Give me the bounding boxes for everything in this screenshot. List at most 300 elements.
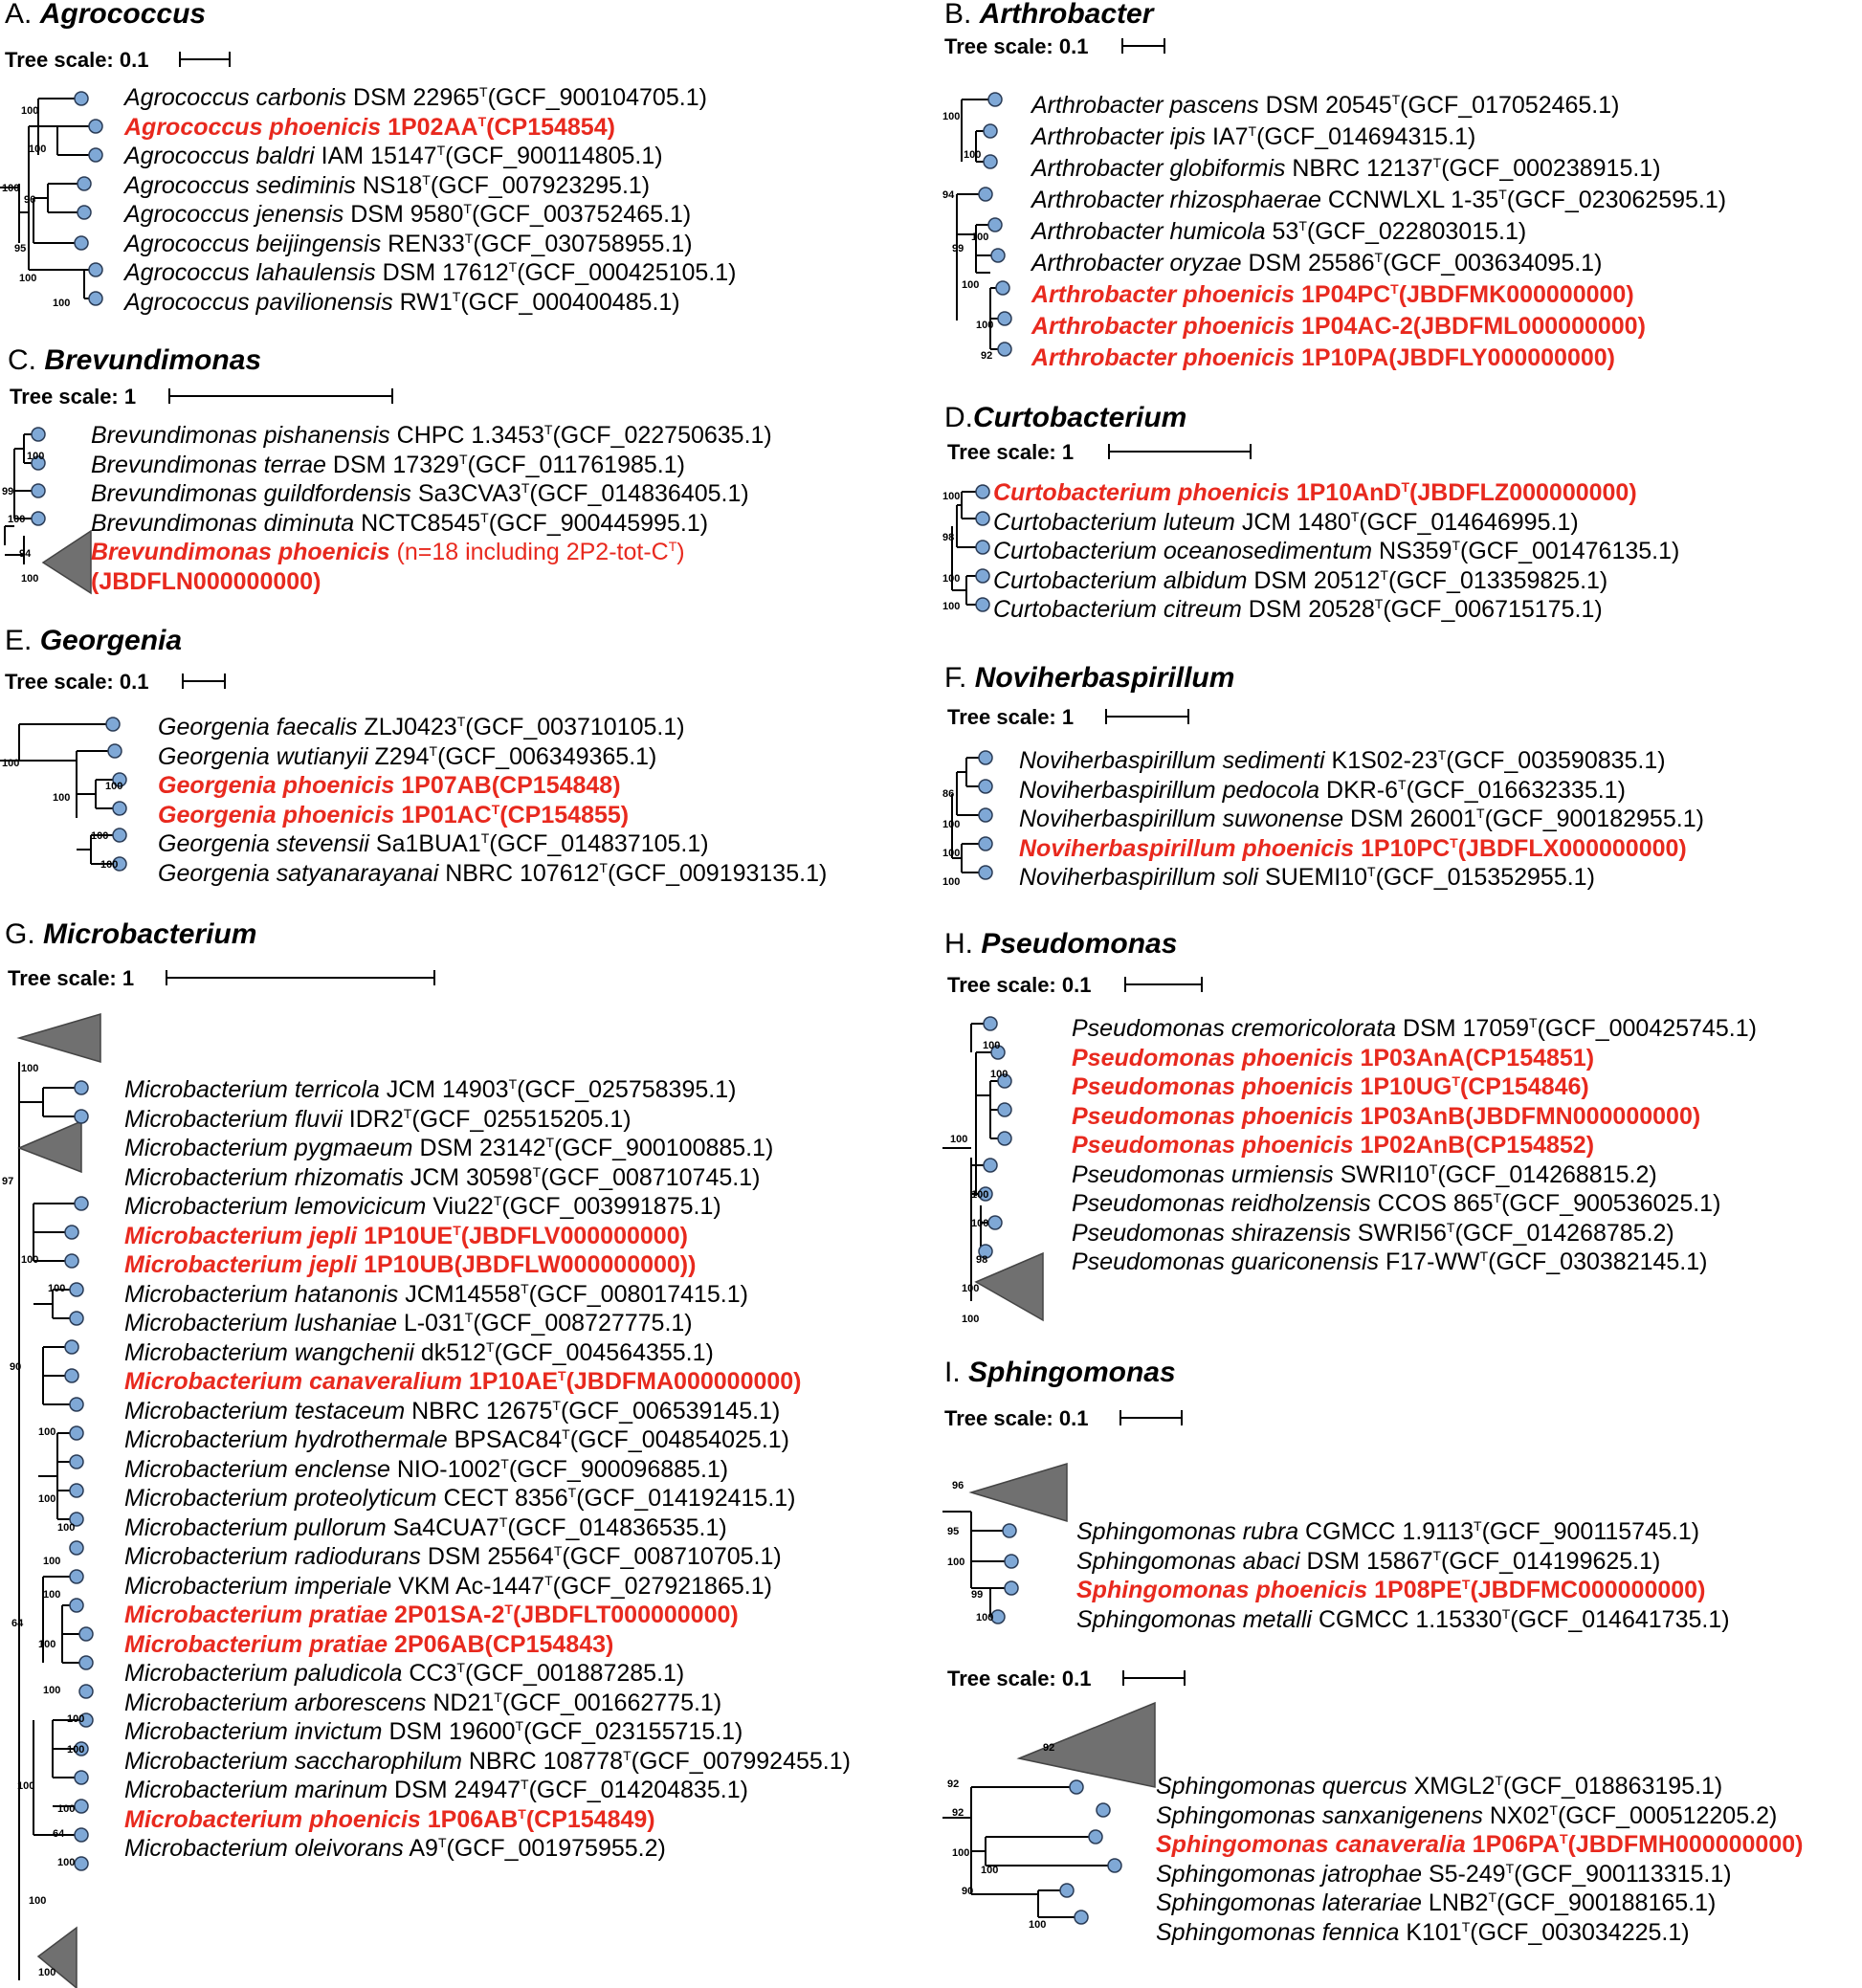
strain: ZLJ0423	[364, 714, 457, 740]
tip-node	[979, 188, 992, 201]
accession: (GCF_008710745.1)	[541, 1163, 761, 1191]
type-strain-mark: T	[436, 143, 446, 158]
type-strain-mark: T	[1446, 1219, 1455, 1235]
type-strain-mark: T	[1452, 1073, 1460, 1089]
strain: 1P02AnB	[1360, 1132, 1466, 1159]
taxon-label	[124, 1776, 851, 1805]
type-strain-mark: T	[1498, 187, 1507, 202]
bootstrap-value: 100	[952, 1847, 970, 1859]
species-name: Arthrobacter ipis	[1031, 123, 1207, 150]
tip-node	[79, 1656, 93, 1669]
type-strain-mark: T	[1374, 596, 1384, 611]
tip-node	[89, 120, 102, 133]
strain: 1P07AB	[401, 772, 492, 799]
tip-node	[70, 1570, 83, 1583]
tree-scale: Tree scale: 0.1	[5, 670, 148, 695]
taxon-label	[124, 1105, 851, 1135]
strain: DSM 20545	[1265, 92, 1392, 119]
bootstrap-value: 94	[942, 189, 955, 201]
accession: (GCF_011761985.1)	[467, 451, 685, 478]
accession: (GCF_003710105.1)	[465, 714, 685, 740]
strain: DSM 25564	[427, 1543, 554, 1570]
taxon-list	[1019, 746, 1704, 893]
panel-title: C. Brevundimonas	[8, 344, 262, 376]
bootstrap-value: 100	[990, 1069, 1009, 1080]
taxon-label	[91, 538, 772, 567]
tip-node	[1108, 1859, 1121, 1872]
strain: IDR2	[348, 1105, 404, 1133]
taxon-label	[1072, 1248, 1757, 1277]
taxon-label	[124, 230, 737, 259]
species-name: Curtobacterium citreum	[993, 596, 1242, 623]
bootstrap-value: 86	[942, 788, 955, 800]
bootstrap-value: 100	[43, 1589, 61, 1601]
species-name: Georgenia phoenicis	[158, 772, 395, 799]
strain: K101	[1406, 1918, 1462, 1946]
strain: 2P06AB	[394, 1630, 485, 1658]
collapsed-clade-triangle	[19, 1121, 81, 1172]
bootstrap-value: 100	[21, 105, 39, 117]
tip-node	[75, 1857, 88, 1870]
type-strain-mark: T	[500, 1455, 509, 1471]
panel-title: A. Agrococcus	[5, 0, 207, 30]
tip-node	[998, 312, 1011, 325]
accession: (GCF_022803015.1)	[1306, 218, 1527, 245]
species-name: Brevundimonas phoenicis	[91, 539, 390, 565]
bootstrap-value: 100	[67, 1713, 85, 1725]
taxon-label	[124, 1484, 851, 1513]
accession: (GCF_001662775.1)	[501, 1689, 722, 1716]
strain: XMGL2	[1413, 1773, 1496, 1800]
bootstrap-value: 100	[57, 1803, 76, 1815]
bootstrap-value: 100	[21, 1063, 39, 1074]
species-name: Georgenia stevensii	[158, 830, 369, 857]
tip-node	[998, 1103, 1011, 1116]
taxon-label	[158, 713, 827, 742]
tip-node	[979, 808, 992, 822]
type-strain-mark: T	[1450, 834, 1458, 850]
type-strain-mark: T	[1559, 1831, 1568, 1846]
strain: SWRI10	[1340, 1160, 1430, 1188]
species-name: Agrococcus phoenicis	[124, 113, 382, 141]
species-name: Microbacterium marinum	[124, 1777, 388, 1803]
collapsed-clade-triangle	[19, 1014, 100, 1062]
scale-bar	[182, 680, 226, 682]
type-strain-mark: T	[544, 1572, 553, 1588]
bootstrap-value: 100	[21, 1254, 39, 1266]
taxon-label	[1031, 342, 1726, 374]
bootstrap-value: 100	[8, 514, 26, 525]
accession: (GCF_006715175.1)	[1383, 596, 1603, 623]
species-name: Arthrobacter oryzae	[1031, 250, 1242, 276]
bootstrap-value: 97	[2, 1176, 14, 1187]
accession: (GCF_003991875.1)	[501, 1193, 721, 1220]
species-name: Georgenia satyanarayanai	[158, 859, 439, 887]
taxon-label	[124, 83, 737, 113]
tree-scale: Tree scale: 0.1	[947, 1667, 1091, 1691]
accession: (JBDFMH000000000)	[1567, 1831, 1804, 1858]
species-name: Agrococcus sediminis	[124, 171, 356, 199]
taxon-label	[1076, 1547, 1730, 1577]
bootstrap-value: 100	[962, 1283, 980, 1294]
species-name: Microbacterium pullorum	[124, 1513, 387, 1541]
taxon-label	[124, 171, 737, 201]
type-strain-mark: T	[1398, 776, 1407, 792]
bootstrap-value: 64	[11, 1618, 24, 1629]
bootstrap-value: 100	[971, 1218, 989, 1229]
strain: DSM 20528	[1248, 596, 1375, 623]
accession: (GCF_001476135.1)	[1460, 538, 1680, 564]
type-strain-mark: T	[437, 1835, 447, 1850]
type-strain-mark: T	[504, 1601, 513, 1617]
strain: 1P10AnD	[1296, 479, 1402, 506]
accession: (GCF_900182955.1)	[1484, 806, 1704, 832]
bootstrap-value: 96	[952, 1480, 964, 1491]
taxon-label	[1156, 1830, 1803, 1860]
type-strain-mark: T	[521, 480, 530, 496]
accession: (GCF_023155715.1)	[523, 1718, 743, 1745]
type-strain-mark: T	[1452, 538, 1461, 553]
bootstrap-value: 100	[976, 1612, 994, 1624]
type-strain-mark: T	[456, 1660, 465, 1675]
species-name: Microbacterium paludicola	[124, 1660, 403, 1687]
accession: (GCF_030382145.1)	[1488, 1248, 1708, 1275]
accession: (GCF_014192415.1)	[576, 1485, 796, 1512]
strain: DSM 22965	[353, 84, 480, 111]
strain: 1P10UB	[364, 1251, 454, 1278]
tip-node	[1005, 1581, 1018, 1595]
strain: CECT 8356	[443, 1485, 568, 1512]
scale-bar	[179, 58, 231, 60]
taxon-label	[158, 771, 827, 801]
strain-end: )	[676, 539, 685, 565]
panel-title: G. Microbacterium	[5, 918, 257, 950]
strain: REN33	[388, 230, 465, 257]
strain: 1P01AC	[401, 801, 492, 828]
accession: (GCF_001975955.2)	[446, 1835, 666, 1862]
type-strain-mark: T	[1461, 1577, 1471, 1592]
collapsed-clade-triangle	[1019, 1703, 1155, 1787]
taxon-label	[91, 451, 772, 480]
type-strain-mark: T	[403, 1105, 412, 1121]
strain: NBRC 108778	[468, 1747, 624, 1775]
taxon-label	[1072, 1131, 1757, 1160]
species-name: Microbacterium jepli	[124, 1251, 358, 1278]
bootstrap-value: 100	[971, 232, 989, 243]
accession: (CP154848)	[491, 772, 621, 799]
bootstrap-value: 100	[53, 298, 71, 309]
accession: (GCF_900113315.1)	[1514, 1860, 1732, 1888]
tip-node	[75, 1110, 88, 1123]
taxon-label	[124, 200, 737, 230]
type-strain-mark: T	[1529, 1015, 1538, 1030]
type-strain-mark: T	[480, 830, 490, 846]
accession: (JBDFMK000000000)	[1398, 281, 1634, 308]
tip-node	[75, 236, 88, 250]
strain: DSM 17059	[1403, 1015, 1530, 1042]
type-strain-mark: T	[562, 1426, 570, 1442]
phylogenetic-tree	[942, 91, 1031, 368]
taxon-label	[124, 113, 737, 143]
accession: (GCF_013359825.1)	[1387, 566, 1608, 594]
tip-node	[70, 1312, 83, 1325]
accession: (GCF_014268815.2)	[1437, 1160, 1657, 1188]
type-strain-mark: T	[521, 1777, 529, 1792]
accession: (GCF_014837105.1)	[489, 830, 709, 857]
accession: (GCF_027921865.1)	[552, 1572, 772, 1600]
tree-scale: Tree scale: 0.1	[947, 973, 1091, 998]
species-name: Agrococcus baldri	[124, 143, 315, 169]
tip-node	[89, 148, 102, 162]
taxon-label	[124, 1455, 851, 1485]
bootstrap-value: 92	[947, 1778, 960, 1790]
strain: 1P10PC	[1361, 834, 1451, 862]
tip-node	[70, 1426, 83, 1440]
accession: (GCF_900188165.1)	[1496, 1889, 1717, 1916]
accession: (CP154843)	[484, 1630, 614, 1658]
bootstrap-value: 92	[1043, 1742, 1055, 1754]
species-name: Microbacterium radiodurans	[124, 1543, 421, 1570]
panel-title: D.Curtobacterium	[944, 402, 1187, 433]
species-name: Agrococcus jenensis	[124, 201, 344, 228]
panel-title: F. Noviherbaspirillum	[944, 662, 1235, 694]
tip-node	[75, 1081, 88, 1094]
strain: 1P04PC	[1301, 281, 1391, 308]
taxon-list	[1156, 1772, 1803, 1947]
taxon-label	[124, 258, 737, 288]
taxon-label	[124, 1747, 851, 1777]
species-name: Arthrobacter pascens	[1031, 92, 1259, 119]
strain: SWRI56	[1357, 1219, 1447, 1247]
bootstrap-value: 100	[942, 573, 961, 585]
tip-node	[113, 828, 126, 842]
species-name: Microbacterium arborescens	[124, 1689, 427, 1716]
species-name: Microbacterium saccharophilum	[124, 1747, 462, 1775]
accession: (GCF_015352955.1)	[1375, 864, 1595, 891]
tip-node	[1060, 1884, 1074, 1897]
bootstrap-value: 100	[91, 830, 109, 842]
tip-node	[1075, 1911, 1088, 1924]
accession: (GCF_025758395.1)	[517, 1076, 737, 1103]
taxon-label	[158, 859, 827, 889]
strain: CC3	[409, 1660, 457, 1687]
scale-bar	[1121, 45, 1165, 47]
type-strain-mark: T	[477, 113, 487, 129]
bootstrap-value: 100	[976, 320, 994, 331]
strain: 1P03AnA	[1360, 1044, 1466, 1071]
bootstrap-value: 100	[942, 819, 961, 830]
type-strain-mark: T	[553, 1543, 563, 1558]
tip-node	[70, 1541, 83, 1555]
strain: SUEMI10	[1265, 864, 1368, 891]
strain: CGMCC 1.9113	[1305, 1518, 1474, 1545]
strain: RW1	[399, 288, 453, 316]
scale-bar	[1105, 716, 1189, 718]
type-strain-mark: T	[1495, 1773, 1503, 1788]
tip-node	[991, 249, 1005, 262]
taxon-label	[124, 1689, 851, 1718]
species-name: Georgenia wutianyii	[158, 742, 368, 770]
phylogenetic-tree	[0, 82, 124, 326]
tree-scale: Tree scale: 0.1	[944, 34, 1088, 59]
tip-node	[979, 780, 992, 793]
type-strain-mark: T	[623, 1747, 632, 1763]
species-name: Noviherbaspirillum phoenicis	[1019, 834, 1355, 862]
strain: VKM Ac-1447	[398, 1572, 545, 1600]
species-name: Sphingomonas rubra	[1076, 1518, 1299, 1545]
tip-node	[1097, 1803, 1110, 1817]
taxon-label	[1076, 1576, 1730, 1605]
bootstrap-value: 100	[29, 1895, 47, 1907]
type-strain-mark: T	[543, 422, 553, 437]
tip-node	[988, 218, 1002, 232]
bootstrap-value: 100	[38, 1426, 56, 1438]
species-name: Pseudomonas phoenicis	[1072, 1132, 1354, 1159]
type-strain-mark: T	[1380, 566, 1388, 583]
strain: NX02	[1489, 1801, 1550, 1829]
tip-node	[984, 124, 997, 138]
tip-node	[976, 569, 989, 583]
species-name: Brevundimonas terrae	[91, 451, 326, 478]
bootstrap-value: 90	[10, 1361, 22, 1373]
species-name: Microbacterium hydrothermale	[124, 1426, 448, 1453]
accession: (GCF_000425105.1)	[517, 259, 737, 286]
bootstrap-value: 100	[43, 1685, 61, 1696]
type-strain-mark: T	[456, 714, 466, 729]
bootstrap-value: 100	[67, 1744, 85, 1756]
type-strain-mark: T	[1390, 281, 1399, 297]
strain: DSM 26001	[1350, 806, 1477, 832]
collapsed-clade-triangle	[971, 1464, 1067, 1521]
taxon-label	[124, 1338, 851, 1368]
bootstrap-value: 64	[53, 1828, 65, 1840]
taxon-label	[993, 595, 1679, 625]
taxon-label	[124, 1717, 851, 1747]
taxon-list	[124, 1075, 851, 1864]
taxon-label	[1156, 1772, 1803, 1801]
strain: L-031	[403, 1310, 465, 1336]
species-name: Curtobacterium albidum	[993, 566, 1248, 594]
scale-bar	[1108, 451, 1252, 453]
tip-node	[976, 512, 989, 525]
phylogenetic-tree	[0, 421, 91, 603]
type-strain-mark: T	[499, 1513, 508, 1530]
bootstrap-value: 100	[1029, 1919, 1047, 1931]
type-strain-mark: T	[452, 288, 461, 304]
tip-node	[979, 866, 992, 879]
tip-node	[89, 292, 102, 305]
species-name: Sphingomonas sanxanigenens	[1156, 1801, 1483, 1829]
taxon-label	[124, 1513, 851, 1543]
accession: (JBDFLX000000000)	[1457, 834, 1687, 862]
strain: LNB2	[1428, 1889, 1489, 1916]
species-name: Pseudomonas phoenicis	[1072, 1073, 1354, 1100]
bootstrap-value: 90	[962, 1886, 974, 1897]
strain: DSM 17329	[332, 451, 459, 478]
accession: (GCF_000238915.1)	[1441, 155, 1661, 182]
species-name: Pseudomonas cremoricolorata	[1072, 1015, 1397, 1042]
type-strain-mark: T	[515, 1718, 524, 1734]
accession: (GCF_006539145.1)	[560, 1397, 781, 1425]
phylogenetic-tree	[0, 713, 158, 895]
tip-node	[70, 1398, 83, 1411]
bootstrap-value: 100	[2, 758, 20, 769]
accession: (JBDFMN000000000)	[1465, 1102, 1701, 1130]
tip-node	[70, 1283, 83, 1296]
tip-node	[65, 1254, 78, 1268]
taxon-label	[1019, 863, 1704, 893]
accession: (GCF_000400485.1)	[460, 288, 680, 316]
type-strain-mark: T	[518, 1805, 526, 1822]
type-strain-mark: T	[1432, 155, 1442, 170]
species-name: Microbacterium lushaniae	[124, 1310, 397, 1336]
species-name: Sphingomonas quercus	[1156, 1773, 1408, 1800]
strain: 2P01SA-2	[394, 1601, 505, 1628]
taxon-label	[91, 567, 772, 597]
tip-node	[75, 1771, 88, 1784]
strain: (n=18 including 2P2-tot-C	[396, 539, 669, 565]
type-strain-mark: T	[1488, 1889, 1497, 1905]
tip-node	[976, 485, 989, 498]
strain: S5-249	[1428, 1860, 1506, 1888]
species-name: Pseudomonas reidholzensis	[1072, 1190, 1371, 1217]
accession: (CP154852)	[1465, 1132, 1595, 1159]
accession: (CP154854)	[486, 113, 615, 141]
taxon-label	[1072, 1072, 1757, 1102]
species-name: Microbacterium invictum	[124, 1718, 383, 1745]
bootstrap-value: 100	[57, 1522, 76, 1534]
tip-node	[1089, 1830, 1102, 1844]
taxon-label	[1156, 1860, 1803, 1889]
taxon-label	[124, 1630, 851, 1660]
tree-scale: Tree scale: 1	[8, 966, 134, 991]
accession: (GCF_000425745.1)	[1537, 1015, 1757, 1042]
accession: (GCF_900096885.1)	[508, 1455, 729, 1483]
accession: (GCF_900114805.1)	[445, 143, 663, 169]
tip-node	[65, 1340, 78, 1354]
taxon-label	[1076, 1605, 1730, 1635]
species-name: Microbacterium fluvii	[124, 1105, 343, 1133]
species-name: Microbacterium pratiae	[124, 1630, 388, 1658]
species-name: Agrococcus beijingensis	[124, 230, 382, 257]
bootstrap-value: 100	[983, 1040, 1001, 1051]
tip-node	[998, 1132, 1011, 1145]
tip-node	[988, 93, 1002, 106]
accession: (GCF_006349365.1)	[437, 742, 657, 770]
taxon-list	[1072, 1014, 1757, 1277]
strain: NS359	[1379, 538, 1452, 564]
accession: (GCF_014694315.1)	[1256, 123, 1476, 150]
bootstrap-value: 98	[942, 532, 955, 543]
accession: (GCF_014836535.1)	[507, 1513, 727, 1541]
strain: 1P04AC-2	[1301, 313, 1413, 340]
type-strain-mark: T	[1505, 1860, 1515, 1876]
type-strain-mark: T	[508, 1076, 518, 1092]
panel-title: E. Georgenia	[5, 625, 183, 656]
strain: Sa1BUA1	[375, 830, 481, 857]
tip-node	[1005, 1555, 1018, 1568]
strain: ND21	[432, 1689, 495, 1716]
taxon-label	[1076, 1517, 1730, 1547]
bootstrap-value: 99	[2, 486, 14, 497]
type-strain-mark: T	[1350, 508, 1360, 524]
scale-bar	[1124, 983, 1203, 985]
accession: (GCF_014646995.1)	[1359, 508, 1579, 536]
taxon-label	[1019, 776, 1704, 806]
type-strain-mark: T	[464, 230, 474, 246]
scale-bar	[1119, 1417, 1183, 1419]
species-name: Pseudomonas shirazensis	[1072, 1219, 1351, 1247]
